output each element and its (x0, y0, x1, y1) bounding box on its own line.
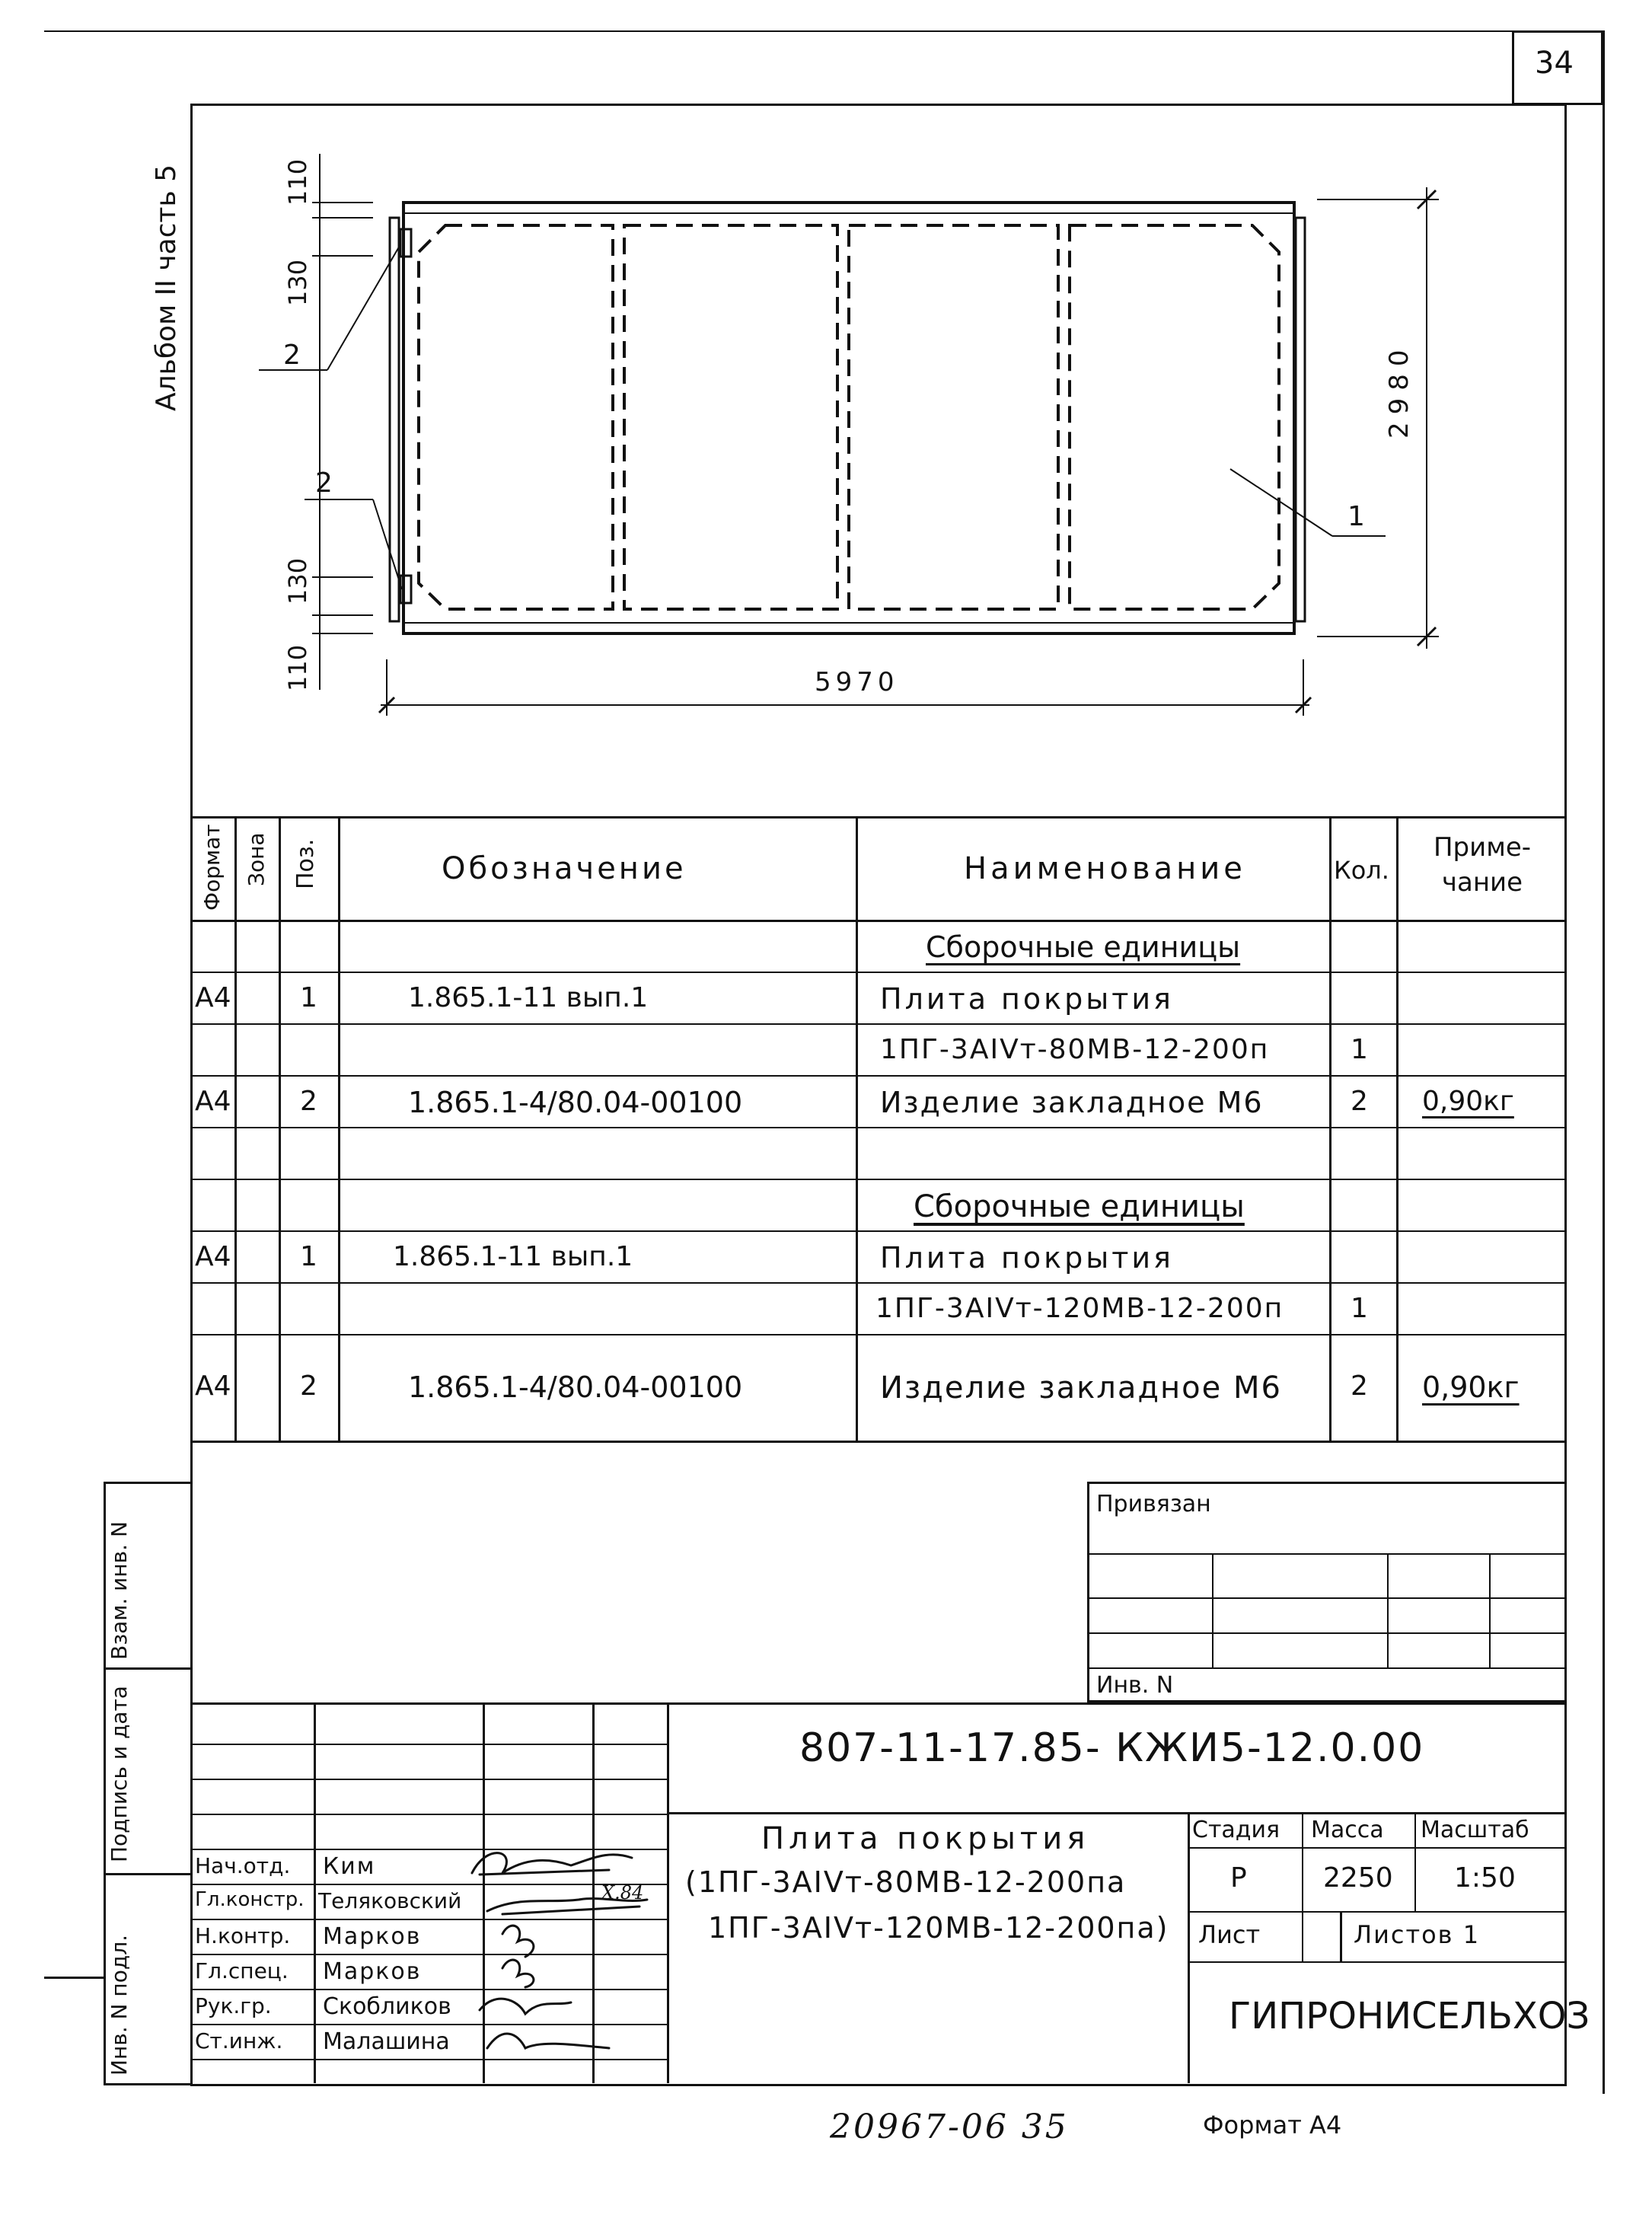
strip-podpis: Подпись и дата (107, 1686, 132, 1862)
row-3-name: Изделие закладное М6 (880, 1086, 1264, 1119)
organization: ГИПРОНИСЕЛЬХОЗ (1229, 1995, 1590, 2037)
row-8-note: 0,90кг (1422, 1370, 1520, 1404)
mass-value: 2250 (1323, 1862, 1393, 1894)
row-3-format: А4 (195, 1086, 231, 1117)
privyazan-label: Привязан (1096, 1491, 1211, 1517)
mass-label: Масса (1311, 1817, 1384, 1843)
signer-1-role: Нач.отд. (195, 1853, 291, 1878)
row-7-name: 1ПГ-3АIVт-120МВ-12-200п (875, 1293, 1284, 1324)
date-mark: Х.84 (601, 1882, 644, 1903)
sheet-label: Лист (1198, 1920, 1261, 1949)
signer-1-name: Ким (323, 1853, 376, 1880)
row-1-name: Плита покрытия (880, 982, 1174, 1016)
row-8-format: А4 (195, 1370, 231, 1402)
signer-5-name: Скобликов (323, 1993, 451, 2020)
header-zone: Зона (244, 832, 269, 886)
row-2-qty: 1 (1351, 1034, 1368, 1065)
title-line-1: Плита покрытия (761, 1821, 1090, 1856)
row-8-pos: 2 (300, 1370, 317, 1402)
row-7-qty: 1 (1351, 1293, 1368, 1324)
row-6-format: А4 (195, 1241, 231, 1272)
dim-bottom-110: 110 (283, 644, 312, 691)
signer-2-role: Гл.констр. (195, 1888, 305, 1911)
callout-2-bottom: 2 (315, 467, 333, 499)
strip-inv-podl: Инв. N подл. (107, 1935, 132, 2076)
row-8-designation: 1.865.1-4/80.04-00100 (408, 1370, 743, 1404)
strip-vzam: Взам. инв. N (107, 1521, 132, 1660)
signer-4-name: Марков (323, 1958, 422, 1985)
signer-2-name: Теляковский (318, 1888, 462, 1913)
scale-label: Масштаб (1421, 1817, 1529, 1843)
signer-6-role: Ст.инж. (195, 2028, 283, 2053)
dim-bottom-130: 130 (283, 557, 312, 605)
footer-format: Формат А4 (1203, 2111, 1342, 2139)
signer-3-name: Марков (323, 1923, 422, 1950)
header-note: Приме-чание (1433, 832, 1532, 898)
header-name: Наименование (964, 851, 1246, 886)
row-1-format: А4 (195, 982, 231, 1013)
signer-5-role: Рук.гр. (195, 1993, 272, 2018)
plate-drawing (190, 104, 1561, 804)
callout-1: 1 (1347, 501, 1365, 532)
row-3-note: 0,90кг (1422, 1086, 1514, 1117)
section-header-1: Сборочные единицы (926, 930, 1241, 964)
header-qty: Кол. (1334, 856, 1389, 885)
dim-top-130: 130 (283, 259, 312, 306)
row-6-pos: 1 (300, 1241, 317, 1272)
stage-label: Стадия (1192, 1817, 1280, 1843)
album-label: Альбом II часть 5 (151, 164, 182, 411)
row-3-pos: 2 (300, 1086, 317, 1117)
section-header-2: Сборочные единицы (914, 1189, 1245, 1224)
footer-number: 20967-06 35 (830, 2108, 1069, 2146)
stage-value: Р (1230, 1862, 1247, 1894)
header-pos: Поз. (292, 838, 319, 889)
title-line-2: (1ПГ-3АIVт-80МВ-12-200па (685, 1865, 1127, 1899)
row-8-qty: 2 (1351, 1370, 1368, 1402)
signer-6-name: Малашина (323, 2028, 450, 2055)
signer-4-role: Гл.спец. (195, 1958, 289, 1983)
row-2-name: 1ПГ-3АIVт-80МВ-12-200п (880, 1034, 1270, 1065)
callout-2-top: 2 (283, 340, 301, 371)
row-3-qty: 2 (1351, 1086, 1368, 1117)
row-1-pos: 1 (300, 982, 317, 1013)
dim-height: 2980 (1384, 342, 1414, 439)
row-3-designation: 1.865.1-4/80.04-00100 (408, 1086, 743, 1119)
signer-3-role: Н.контр. (195, 1923, 291, 1948)
dim-width: 5970 (815, 667, 899, 697)
sheets-label: Листов 1 (1354, 1920, 1481, 1949)
dim-top-110: 110 (283, 158, 312, 206)
page-number: 34 (1535, 46, 1574, 81)
row-6-name: Плита покрытия (880, 1241, 1174, 1275)
inv-label: Инв. N (1096, 1672, 1174, 1699)
signatures (457, 1827, 670, 2071)
document-code: 807-11-17.85- КЖИ5-12.0.00 (799, 1725, 1425, 1771)
header-format: Формат (199, 824, 225, 911)
row-6-designation: 1.865.1-11 вып.1 (393, 1241, 633, 1272)
title-line-3: 1ПГ-3АIVт-120МВ-12-200па) (708, 1911, 1169, 1945)
row-1-designation: 1.865.1-11 вып.1 (408, 982, 649, 1013)
header-designation: Обозначение (442, 851, 687, 886)
row-8-name: Изделие закладное М6 (880, 1370, 1282, 1406)
scale-value: 1:50 (1454, 1862, 1516, 1894)
